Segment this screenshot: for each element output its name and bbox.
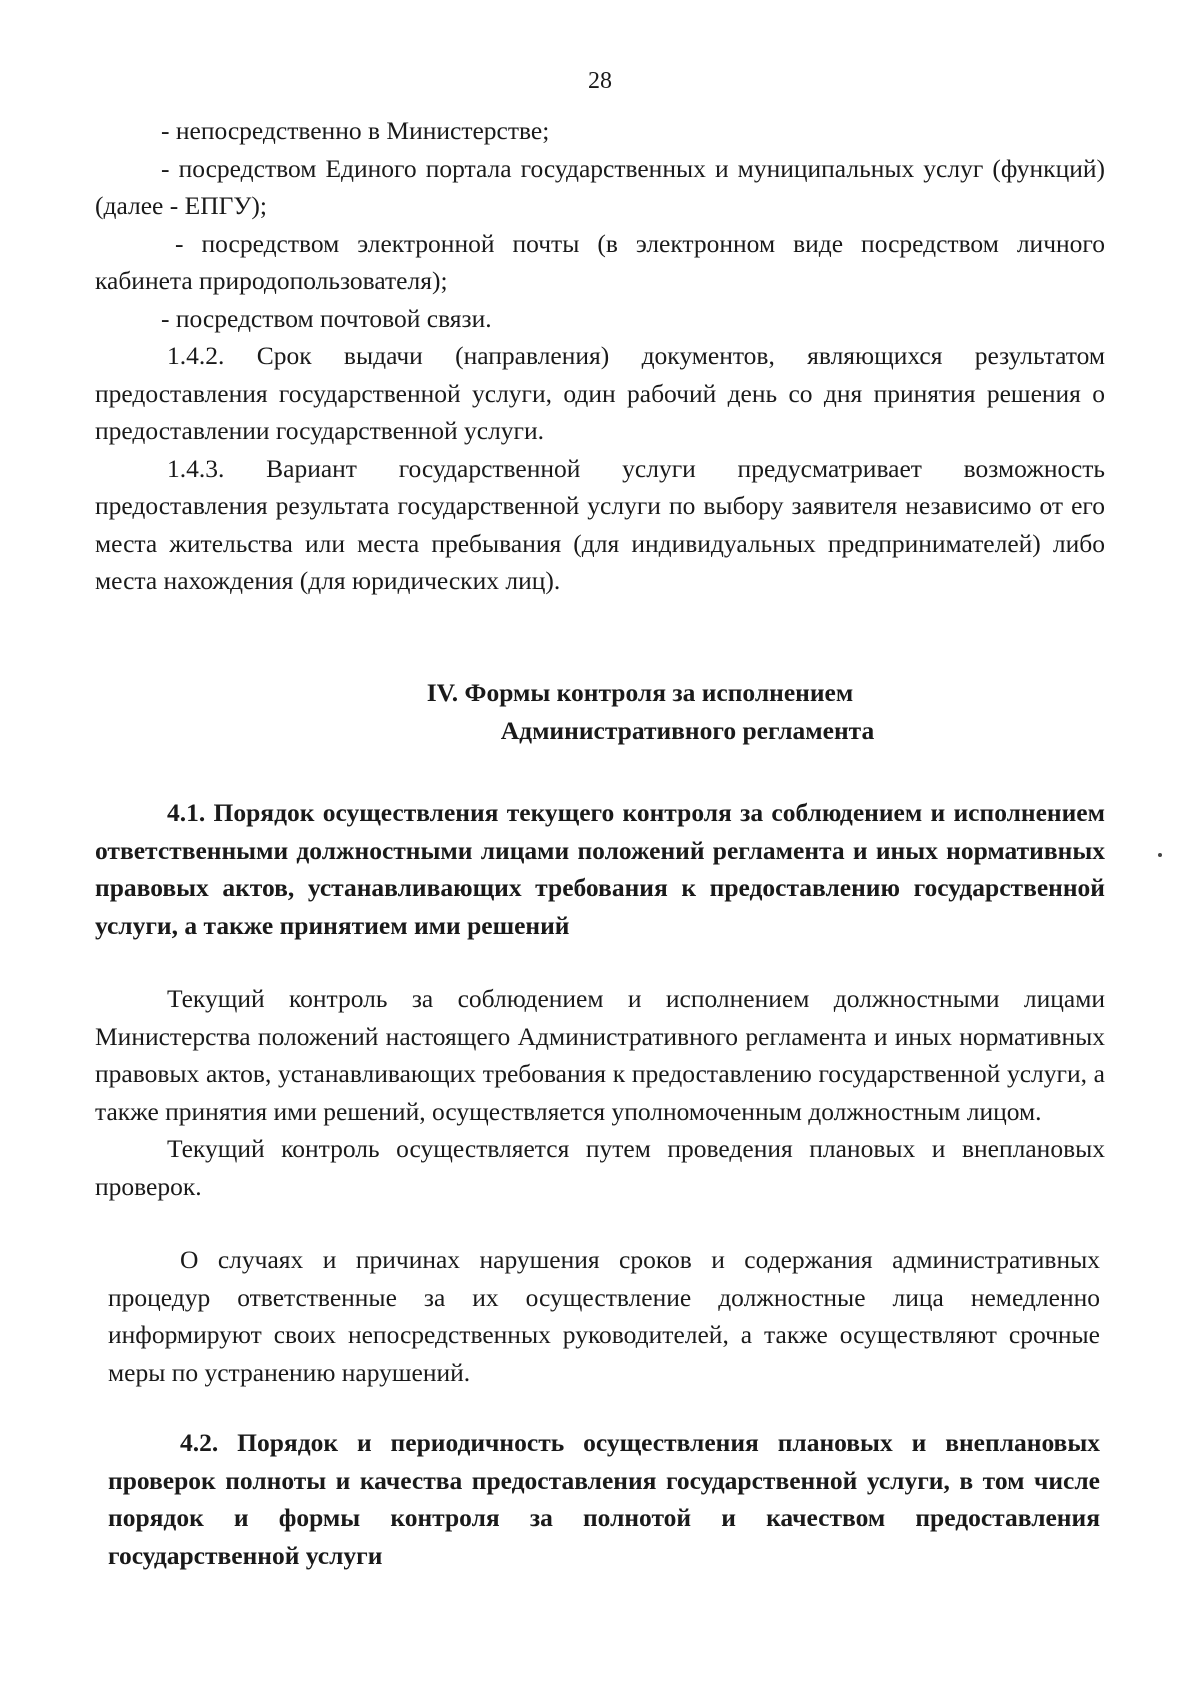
list-item: - посредством Единого портала государственных и муниципальных услуг (функций) (далее - ЕПГУ); [95,153,1105,220]
heading-4-1: 4.1. Порядок осуществления текущего контроля за соблюдением и исполнением ответственными должностными лицами положений регламента и иных нормативных правовых актов, устанавливающих требования к предоставлению государственной услуги, а также принятием ими решений [95,798,1105,940]
subsection-4-1-violations [108,1241,1100,1391]
list-item: - посредством электронной почты (в электронном виде посредством личного кабинета природопользователя); [95,228,1105,295]
page-number: 28 [588,68,612,94]
paragraph-current-control: Текущий контроль за соблюдением и исполнением должностными лицами Министерства положений настоящего Административного регламента и иных нормативных правовых актов, устанавливающих требования к предоставлению государственной услуги, а также принятия ими решений, осуществляется уполномоченным должностным лицом. [95,984,1105,1126]
subsection-4-1 [95,794,1105,944]
paragraph-inspections: Текущий контроль осуществляется путем проведения плановых и внеплановых проверок. [95,1134,1105,1201]
scan-speck [1158,853,1162,857]
paragraph-1-4-2: 1.4.2. Срок выдачи (направления) документов, являющихся результатом предоставления государственной услуги, один рабочий день со дня принятия решения о предоставлении государственной услуги. [95,341,1105,445]
list-item: - посредством почтовой связи. [161,303,492,333]
paragraph-violations: О случаях и причинах нарушения сроков и содержания административных процедур ответственные за их осуществление должностные лица немедленно информируют своих непосредственных руководителей, а также осуществляют срочные меры по устранению нарушений. [108,1245,1100,1387]
delivery-methods-list [95,112,1105,600]
paragraph-1-4-3: 1.4.3. Вариант государственной услуги предусматривает возможность предоставления результата государственной услуги по выбору заявителя независимо от его места жительства или места пребывания (для индивидуальных предпринимателей) либо места нахождения (для юридических лиц). [95,453,1105,595]
section-title-line-1: IV. Формы контроля за исполнением [426,678,854,707]
heading-4-2: 4.2. Порядок и периодичность осуществления плановых и внеплановых проверок полноты и качества предоставления государственной услуги, в том числе порядок и формы контроля за полнотой и качеством предоставления государственной услуги [108,1428,1100,1570]
section-title [300,674,1020,750]
subsection-4-1-body [95,980,1105,1205]
subsection-4-2 [108,1424,1100,1574]
section-title-line-2: Административного регламента [500,716,875,745]
list-item: - непосредственно в Министерстве; [161,116,550,145]
